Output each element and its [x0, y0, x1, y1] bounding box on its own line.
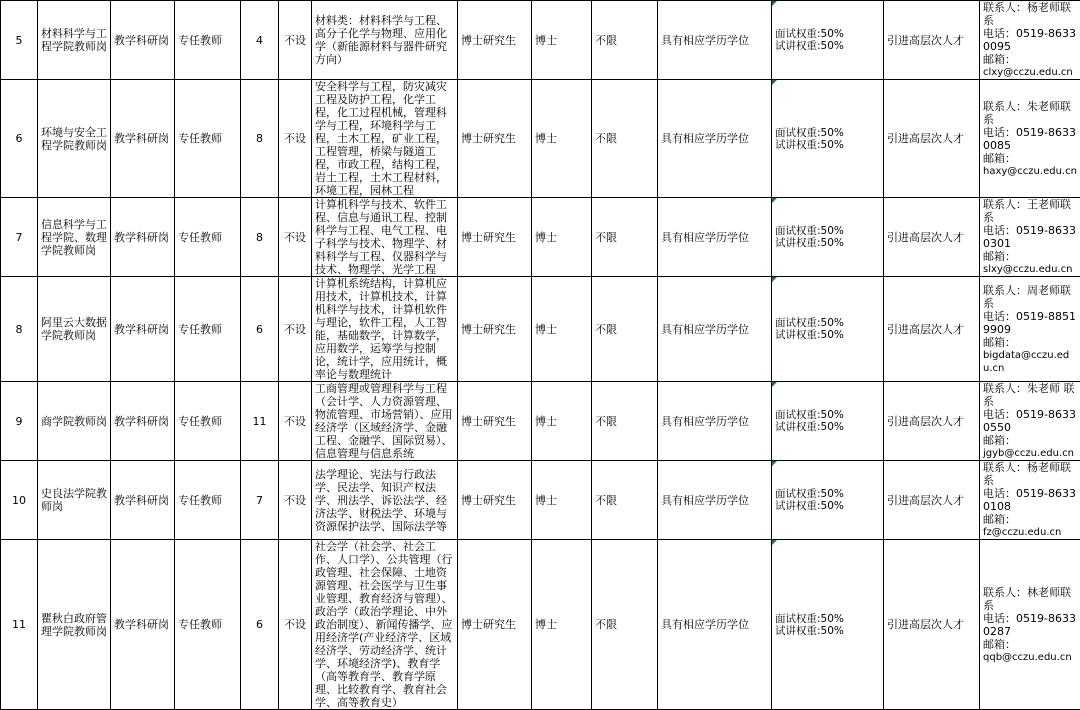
opening-ratio: 不设 [279, 198, 312, 277]
talent-category: 引进高层次人才 [884, 198, 980, 277]
talent-category: 引进高层次人才 [884, 461, 980, 540]
table-body [1, 1, 1080, 710]
qualification-requirement: 具有相应学历学位 [658, 461, 772, 540]
interview-weight: 面试权重:50% [775, 613, 880, 625]
opening-ratio: 不设 [279, 277, 312, 382]
interview-weight: 面试权重:50% [775, 28, 880, 40]
opening-ratio: 不设 [279, 461, 312, 540]
college-position: 材料科学与工程学院教师岗 [38, 1, 111, 80]
education-requirement: 博士研究生 [458, 540, 532, 710]
exam-weights [772, 540, 884, 710]
contact-person: 联系人：杨老师联系 [983, 1, 1077, 27]
interview-weight: 面试权重:50% [775, 317, 880, 329]
position-type: 专任教师 [175, 461, 241, 540]
lecture-weight: 试讲权重:50% [775, 237, 880, 249]
major-requirements: 安全科学与工程，防灾减灾工程及防护工程，化学工程，化工过程机械，管理科学与工程，环境科学与工程，土木工程，矿业工程，工程管理，桥梁与隧道工程，市政工程，结构工程，岩土工程，土木工程材料，环境工程，园林工程 [312, 80, 458, 198]
headcount: 11 [241, 382, 279, 461]
cell-comment-marker [772, 277, 777, 282]
contact-person: 联系人：朱老师联系 [983, 100, 1077, 126]
interview-weight: 面试权重:50% [775, 225, 880, 237]
interview-weight: 面试权重:50% [775, 409, 880, 421]
table-row [1, 382, 1080, 461]
contact-email-label: 邮箱： [983, 638, 1077, 651]
contact-email: clxy@cczu.edu.cn [983, 66, 1077, 79]
other-requirement: 不限 [592, 461, 658, 540]
opening-ratio: 不设 [279, 80, 312, 198]
position-category: 教学科研岗 [111, 277, 175, 382]
contact-info [980, 80, 1080, 198]
row-index: 11 [1, 540, 38, 710]
table-row [1, 198, 1080, 277]
contact-email-label: 邮箱： [983, 250, 1077, 263]
talent-category: 引进高层次人才 [884, 382, 980, 461]
position-type: 专任教师 [175, 198, 241, 277]
lecture-weight: 试讲权重:50% [775, 421, 880, 433]
table-row [1, 540, 1080, 710]
opening-ratio: 不设 [279, 540, 312, 710]
position-type: 专任教师 [175, 382, 241, 461]
position-category: 教学科研岗 [111, 382, 175, 461]
exam-weights [772, 1, 884, 80]
degree-requirement: 博士 [532, 198, 592, 277]
contact-info [980, 1, 1080, 80]
college-position: 阿里云大数据学院教师岗 [38, 277, 111, 382]
position-category: 教学科研岗 [111, 198, 175, 277]
headcount: 7 [241, 461, 279, 540]
position-category: 教学科研岗 [111, 461, 175, 540]
cell-comment-marker [772, 1, 777, 6]
contact-phone: 电话：0519-86330085 [983, 126, 1077, 152]
other-requirement: 不限 [592, 540, 658, 710]
position-type: 专任教师 [175, 540, 241, 710]
headcount: 4 [241, 1, 279, 80]
contact-info [980, 277, 1080, 382]
education-requirement: 博士研究生 [458, 382, 532, 461]
contact-info [980, 540, 1080, 710]
contact-phone: 电话：0519-86330095 [983, 27, 1077, 53]
college-position: 史良法学院教师岗 [38, 461, 111, 540]
education-requirement: 博士研究生 [458, 277, 532, 382]
major-requirements: 法学理论、宪法与行政法学、民法学、知识产权法学、刑法学、诉讼法学、经济法学、财税法学、环境与资源保护法学、国际法学等 [312, 461, 458, 540]
position-category: 教学科研岗 [111, 1, 175, 80]
table-row [1, 80, 1080, 198]
table-row [1, 461, 1080, 540]
position-type: 专任教师 [175, 80, 241, 198]
college-position: 瞿秋白政府管理学院教师岗 [38, 540, 111, 710]
major-requirements: 工商管理或管理科学与工程（会计学、人力资源管理、物流管理、市场营销）、应用经济学（区域经济学、金融工程、金融学、国际贸易）、信息管理与信息系统 [312, 382, 458, 461]
contact-info [980, 461, 1080, 540]
major-requirements: 计算机系统结构，计算机应用技术，计算机技术，计算机科学与技术，计算机软件与理论，软件工程，人工智能，基础数学，计算数学，应用数学，运筹学与控制论，统计学，应用统计，概率论与数理统计 [312, 277, 458, 382]
contact-email: slxy@cczu.edu.cn [983, 263, 1077, 276]
row-index: 8 [1, 277, 38, 382]
degree-requirement: 博士 [532, 382, 592, 461]
contact-email-label: 邮箱： [983, 336, 1077, 349]
contact-phone: 电话：0519-86330301 [983, 224, 1077, 250]
cell-comment-marker [772, 80, 777, 85]
headcount: 6 [241, 277, 279, 382]
contact-phone: 电话：0519-86330108 [983, 487, 1077, 513]
contact-person: 联系人：朱老师 联系 [983, 382, 1077, 408]
contact-phone: 电话：0519-86330550 [983, 408, 1077, 434]
contact-email: jgyb@cczu.edu.cn [983, 447, 1077, 460]
degree-requirement: 博士 [532, 540, 592, 710]
contact-email-label: 邮箱： [983, 434, 1077, 447]
talent-category: 引进高层次人才 [884, 277, 980, 382]
college-position: 信息科学与工程学院、数理学院教师岗 [38, 198, 111, 277]
college-position: 环境与安全工程学院教师岗 [38, 80, 111, 198]
education-requirement: 博士研究生 [458, 80, 532, 198]
contact-email: qqb@cczu.edu.cn [983, 651, 1077, 664]
interview-weight: 面试权重:50% [775, 127, 880, 139]
contact-info [980, 382, 1080, 461]
exam-weights [772, 80, 884, 198]
contact-phone: 电话：0519-86330287 [983, 612, 1077, 638]
major-requirements: 社会学（社会学、社会工作、人口学）、公共管理（行政管理、社会保障、土地资源管理、社会医学与卫生事业管理、教育经济与管理）、政治学（政治学理论、中外政治制度）、新闻传播学、应用经济学(产业经济学、区域经济学、劳动经济学、统计学、环境经济学)、教育学（高等教育学、教育学原理、比较教育学、教育社会学、高等教育史） [312, 540, 458, 710]
qualification-requirement: 具有相应学历学位 [658, 80, 772, 198]
contact-email-label: 邮箱： [983, 152, 1077, 165]
row-index: 6 [1, 80, 38, 198]
exam-weights [772, 382, 884, 461]
exam-weights [772, 461, 884, 540]
other-requirement: 不限 [592, 382, 658, 461]
contact-email-label: 邮箱： [983, 513, 1077, 526]
row-index: 5 [1, 1, 38, 80]
contact-phone: 电话：0519-88519909 [983, 310, 1077, 336]
qualification-requirement: 具有相应学历学位 [658, 277, 772, 382]
lecture-weight: 试讲权重:50% [775, 500, 880, 512]
interview-weight: 面试权重:50% [775, 488, 880, 500]
cell-comment-marker [772, 382, 777, 387]
lecture-weight: 试讲权重:50% [775, 329, 880, 341]
exam-weights [772, 198, 884, 277]
cell-comment-marker [772, 461, 777, 466]
contact-email-label: 邮箱： [983, 53, 1077, 66]
lecture-weight: 试讲权重:50% [775, 139, 880, 151]
degree-requirement: 博士 [532, 461, 592, 540]
row-index: 9 [1, 382, 38, 461]
headcount: 8 [241, 80, 279, 198]
exam-weights [772, 277, 884, 382]
lecture-weight: 试讲权重:50% [775, 40, 880, 52]
major-requirements: 计算机科学与技术、软件工程、信息与通讯工程、控制科学与工程、电气工程、电子科学与技术、物理学、材料科学与工程、仪器科学与技术、物理学、光学工程 [312, 198, 458, 277]
position-type: 专任教师 [175, 277, 241, 382]
degree-requirement: 博士 [532, 277, 592, 382]
position-type: 专任教师 [175, 1, 241, 80]
opening-ratio: 不设 [279, 382, 312, 461]
cell-comment-marker [772, 540, 777, 545]
other-requirement: 不限 [592, 277, 658, 382]
qualification-requirement: 具有相应学历学位 [658, 1, 772, 80]
contact-email: haxy@cczu.edu.cn [983, 165, 1077, 178]
college-position: 商学院教师岗 [38, 382, 111, 461]
qualification-requirement: 具有相应学历学位 [658, 382, 772, 461]
contact-email: fz@cczu.edu.cn [983, 526, 1077, 539]
major-requirements: 材料类：材料科学与工程、高分子化学与物理、应用化学（新能源材料与器件研究方向） [312, 1, 458, 80]
education-requirement: 博士研究生 [458, 198, 532, 277]
contact-person: 联系人：王老师联系 [983, 198, 1077, 224]
education-requirement: 博士研究生 [458, 461, 532, 540]
cell-comment-marker [772, 198, 777, 203]
other-requirement: 不限 [592, 198, 658, 277]
contact-person: 联系人：杨老师联系 [983, 461, 1077, 487]
headcount: 6 [241, 540, 279, 710]
contact-info [980, 198, 1080, 277]
degree-requirement: 博士 [532, 80, 592, 198]
other-requirement: 不限 [592, 80, 658, 198]
qualification-requirement: 具有相应学历学位 [658, 198, 772, 277]
talent-category: 引进高层次人才 [884, 1, 980, 80]
contact-person: 联系人：林老师联系 [983, 586, 1077, 612]
position-category: 教学科研岗 [111, 540, 175, 710]
row-index: 7 [1, 198, 38, 277]
table-row [1, 277, 1080, 382]
qualification-requirement: 具有相应学历学位 [658, 540, 772, 710]
headcount: 8 [241, 198, 279, 277]
opening-ratio: 不设 [279, 1, 312, 80]
contact-email: bigdata@cczu.edu.cn [983, 349, 1077, 375]
contact-person: 联系人：周老师联系 [983, 284, 1077, 310]
talent-category: 引进高层次人才 [884, 80, 980, 198]
position-category: 教学科研岗 [111, 80, 175, 198]
row-index: 10 [1, 461, 38, 540]
degree-requirement: 博士 [532, 1, 592, 80]
table-row [1, 1, 1080, 80]
talent-category: 引进高层次人才 [884, 540, 980, 710]
other-requirement: 不限 [592, 1, 658, 80]
education-requirement: 博士研究生 [458, 1, 532, 80]
lecture-weight: 试讲权重:50% [775, 625, 880, 637]
